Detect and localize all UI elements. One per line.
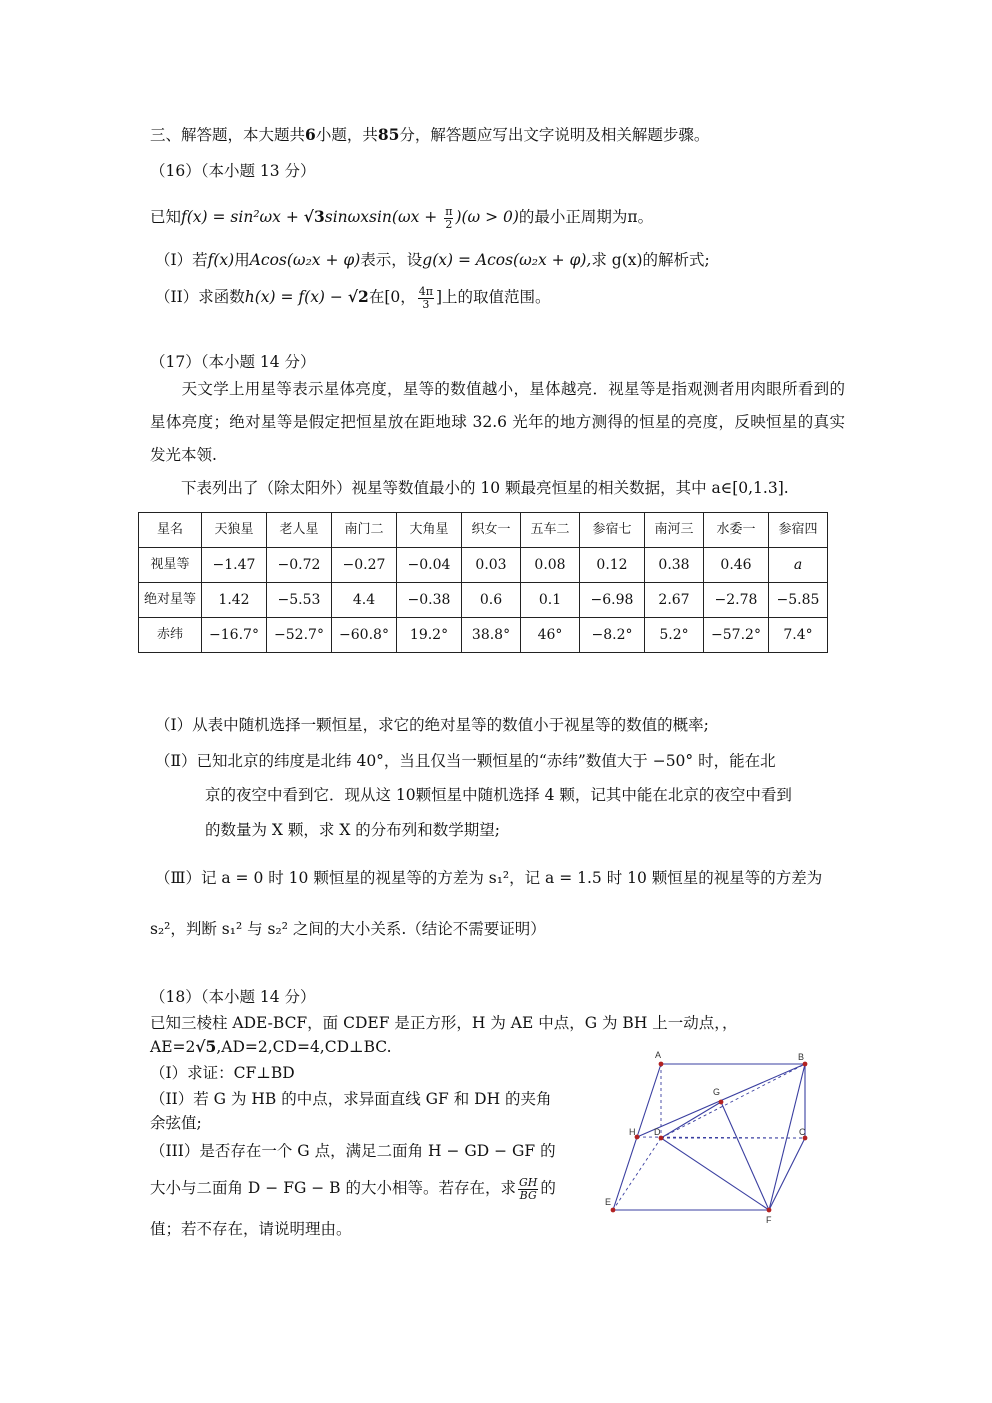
label-f: F <box>766 1215 772 1225</box>
label-c: C <box>799 1127 806 1137</box>
q17-part3-line2: s₂²，判断 s₁² 与 s₂² 之间的大小关系.（结论不需要证明） <box>150 920 546 938</box>
q16-part1: （I）若f(x)用Acos(ω₂x + φ)表示，设g(x) = Acos(ω₂x + φ),求 g(x)的解析式; <box>155 251 710 269</box>
table-cell: −5.53 <box>267 583 332 618</box>
table-cell: −0.38 <box>397 583 462 618</box>
table-cell: −60.8° <box>332 618 397 653</box>
table-cell: −52.7° <box>267 618 332 653</box>
table-header-cell: 大角星 <box>397 513 462 548</box>
table-cell: a <box>769 548 828 583</box>
fraction-pi-over-2: $\frac{\pi}{2}$ <box>445 204 453 231</box>
table-cell: −16.7° <box>202 618 267 653</box>
table-cell: −57.2° <box>704 618 769 653</box>
table-header-cell: 织女一 <box>462 513 521 548</box>
table-header-cell: 水委一 <box>704 513 769 548</box>
table-cell: 46° <box>521 618 580 653</box>
table-header-cell: 参宿四 <box>769 513 828 548</box>
row-label: 绝对星等 <box>139 583 202 618</box>
label-a: A <box>655 1050 662 1060</box>
table-cell: −1.47 <box>202 548 267 583</box>
q18-part2-line2: 余弦值; <box>150 1114 202 1132</box>
point-a <box>659 1062 664 1067</box>
q18-part2-line1: （II）若 G 为 HB 的中点，求异面直线 GF 和 DH 的夹角 <box>150 1090 552 1108</box>
point-g <box>719 1100 724 1105</box>
table-cell: 4.4 <box>332 583 397 618</box>
section-heading: 三、解答题，本大题共6小题，共85分，解答题应写出文字说明及相关解题步骤。 <box>150 125 710 144</box>
q16-label: （16）（本小题 13 分） <box>150 162 316 180</box>
q17-part2-line2: 京的夜空中看到它．现从这 10颗恒星中随机选择 4 颗，记其中能在北京的夜空中看到 <box>205 786 792 804</box>
table-header-cell: 星名 <box>139 513 202 548</box>
q17-paragraph-1: 天文学上用星等表示星体亮度，星等的数值越小，星体越亮．视星等是指观测者用肉眼所看到的星体亮度；绝对星等是假定把恒星放在距地球 32.6 光年的地方测得的恒星的亮度，反映恒星的真实发光本领. <box>150 380 845 464</box>
fraction-4pi-over-3: $\frac{4\pi}{3}$ <box>418 284 433 311</box>
table-cell: 0.12 <box>580 548 645 583</box>
hidden-segment-db <box>661 1064 805 1138</box>
point-f <box>767 1208 772 1213</box>
q17-part2-line3: 的数量为 X 颗，求 X 的分布列和数学期望; <box>205 821 501 839</box>
q18-part3-line2: 大小与二面角 D − FG − B 的大小相等。若存在，求 $\frac{GH}{BG}$ 的 <box>150 1175 556 1202</box>
table-header-cell: 参宿七 <box>580 513 645 548</box>
q18-line1: 已知三棱柱 ADE-BCF，面 CDEF 是正方形，H 为 AE 中点，G 为 BH 上一动点，， <box>150 1014 738 1032</box>
q17-part1: （Ⅰ）从表中随机选择一颗恒星，求它的绝对星等的数值小于视星等的数值的概率; <box>155 716 709 734</box>
row-label: 赤纬 <box>139 618 202 653</box>
hidden-edge-de <box>613 1138 661 1210</box>
q18-part3-line3: 值；若不存在，请说明理由。 <box>150 1220 352 1238</box>
point-e <box>611 1208 616 1213</box>
point-b <box>803 1062 808 1067</box>
label-b: B <box>798 1052 805 1062</box>
table-header-cell: 南门二 <box>332 513 397 548</box>
table-header-row <box>139 513 828 548</box>
table-cell: 19.2° <box>397 618 462 653</box>
table-cell: 0.1 <box>521 583 580 618</box>
table-header-cell: 五车二 <box>521 513 580 548</box>
row-label: 视星等 <box>139 548 202 583</box>
q16-intro: 已知f(x) = sin²ωx + √3sinωxsin(ωx + $\frac{\pi}{2}$ )(ω > 0)的最小正周期为π。 <box>150 204 654 231</box>
table-cell: 1.42 <box>202 583 267 618</box>
table-cell: 5.2° <box>645 618 704 653</box>
table-cell: −0.04 <box>397 548 462 583</box>
table-cell: 0.6 <box>462 583 521 618</box>
q17-label: （17）（本小题 14 分） <box>150 353 316 371</box>
table-cell: −5.85 <box>769 583 828 618</box>
star-data-table <box>138 512 828 653</box>
table-header-cell: 天狼星 <box>202 513 267 548</box>
table-cell: −0.72 <box>267 548 332 583</box>
problem-count: 6 <box>305 125 316 144</box>
edge-bf <box>769 1064 805 1210</box>
table-cell: −0.27 <box>332 548 397 583</box>
table-cell: −6.98 <box>580 583 645 618</box>
total-score: 85 <box>377 125 400 144</box>
q17-part2-line1: （Ⅱ）已知北京的纬度是北纬 40°，当且仅当一颗恒星的“赤纬”数值大于 −50° 时，能在北 <box>155 752 776 770</box>
table-cell: −2.78 <box>704 583 769 618</box>
q18-part3-line1: （III）是否存在一个 G 点，满足二面角 H − GD − GF 的 <box>150 1142 556 1160</box>
q16-part2: （II）求函数h(x) = f(x) − √2在[0， $\frac{4\pi}{3}$ ]上的取值范围。 <box>155 284 551 311</box>
fraction-gh-over-bg: $\frac{GH}{BG}$ <box>519 1175 538 1202</box>
table-cell: 0.38 <box>645 548 704 583</box>
label-e: E <box>605 1197 612 1207</box>
table-header-cell: 老人星 <box>267 513 332 548</box>
table-cell: 0.03 <box>462 548 521 583</box>
q17-part3-line1: （Ⅲ）记 a = 0 时 10 颗恒星的视星等的方差为 s₁²，记 a = 1.5 时 10 颗恒星的视星等的方差为 <box>155 869 823 887</box>
table-header-cell: 南河三 <box>645 513 704 548</box>
table-row <box>139 618 828 653</box>
edge-cf <box>769 1138 805 1210</box>
segment-gd <box>661 1102 721 1138</box>
q18-label: （18）（本小题 14 分） <box>150 988 316 1006</box>
label-d: D <box>654 1127 661 1137</box>
table-cell: −8.2° <box>580 618 645 653</box>
table-cell: 38.8° <box>462 618 521 653</box>
table-cell: 2.67 <box>645 583 704 618</box>
q17-paragraph-2: 下表列出了（除太阳外）视星等数值最小的 10 颗最亮恒星的相关数据，其中 a∈[0,1.3]. <box>150 479 789 497</box>
q18-line2: AE=2√5,AD=2,CD=4,CD⊥BC. <box>150 1037 392 1056</box>
table-cell: 0.08 <box>521 548 580 583</box>
label-g: G <box>713 1087 721 1097</box>
table-cell: 7.4° <box>769 618 828 653</box>
table-row <box>139 548 828 583</box>
prism-figure <box>595 1046 835 1231</box>
q18-part1: （I）求证：CF⊥BD <box>150 1064 295 1082</box>
label-h: H <box>629 1127 636 1137</box>
table-row <box>139 583 828 618</box>
table-cell: 0.46 <box>704 548 769 583</box>
